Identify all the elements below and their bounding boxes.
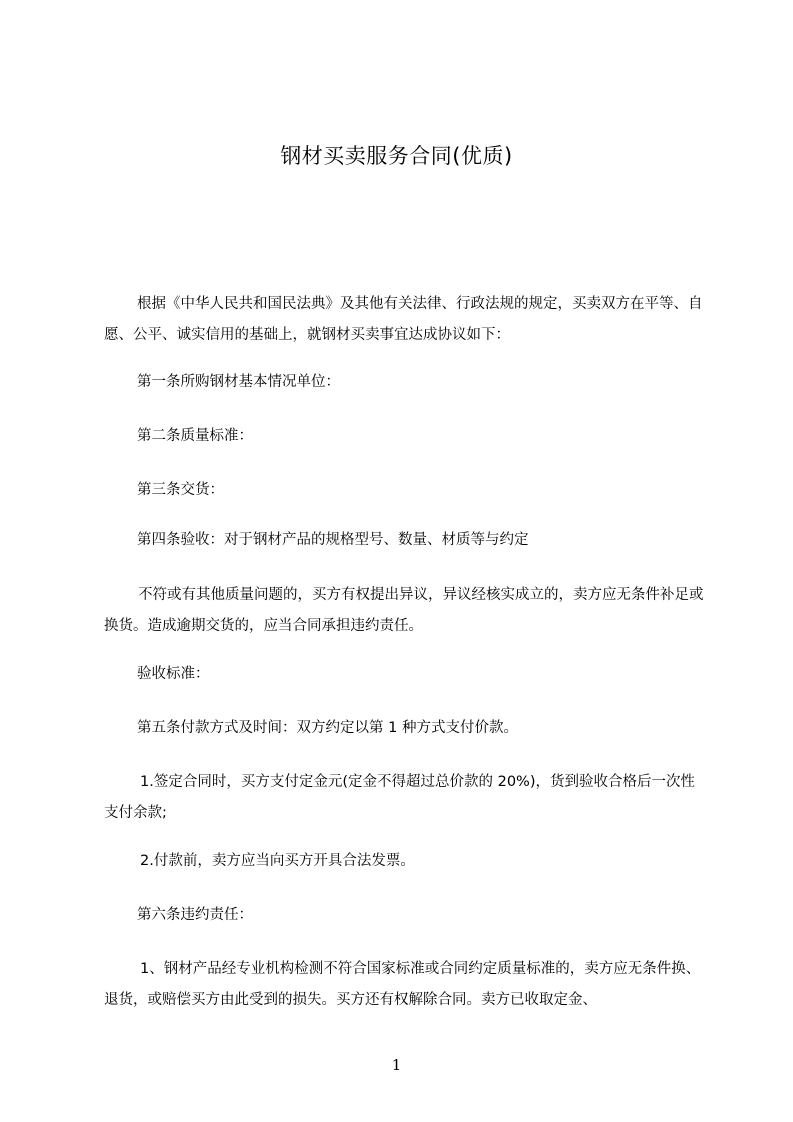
inspection-standard-paragraph: 验收标准： (137, 666, 210, 682)
article-6-paragraph: 第六条违约责任： (137, 907, 253, 923)
payment-item-1-paragraph: 1.签定合同时，买方支付定金元(定金不得超过总价款的 20%)，货到验收合格后一次性支付余款; (104, 774, 695, 821)
document-title: 钢材买卖服务合同(优质) (280, 144, 513, 168)
article-5-paragraph: 第五条付款方式及时间：双方约定以第 1 种方式支付价款。 (137, 720, 518, 736)
article-1-paragraph: 第一条所购钢材基本情况单位： (137, 374, 340, 390)
page-number: 1 (391, 1056, 402, 1074)
article-4-continued-paragraph: 不符或有其他质量问题的，买方有权提出异议，异议经核实成立的，卖方应无条件补足或换货。造成逾期交货的，应当合同承担违约责任。 (104, 587, 704, 634)
article-2-paragraph: 第二条质量标准： (137, 428, 253, 444)
liability-item-1-paragraph: 1、钢材产品经专业机构检测不符合国家标准或合同约定质量标准的，卖方应无条件换、退货，或赔偿买方由此受到的损失。买方还有权解除合同。卖方已收取定金、 (104, 961, 701, 1008)
article-4-paragraph: 第四条验收：对于钢材产品的规格型号、数量、材质等与约定 (137, 532, 529, 548)
payment-item-2-paragraph: 2.付款前，卖方应当向买方开具合法发票。 (140, 853, 415, 869)
article-3-paragraph: 第三条交货： (137, 482, 224, 498)
preamble-paragraph: 根据《中华人民共和国民法典》及其他有关法律、行政法规的规定，买卖双方在平等、自愿、公平、诚实信用的基础上，就钢材买卖事宜达成协议如下： (104, 296, 703, 343)
